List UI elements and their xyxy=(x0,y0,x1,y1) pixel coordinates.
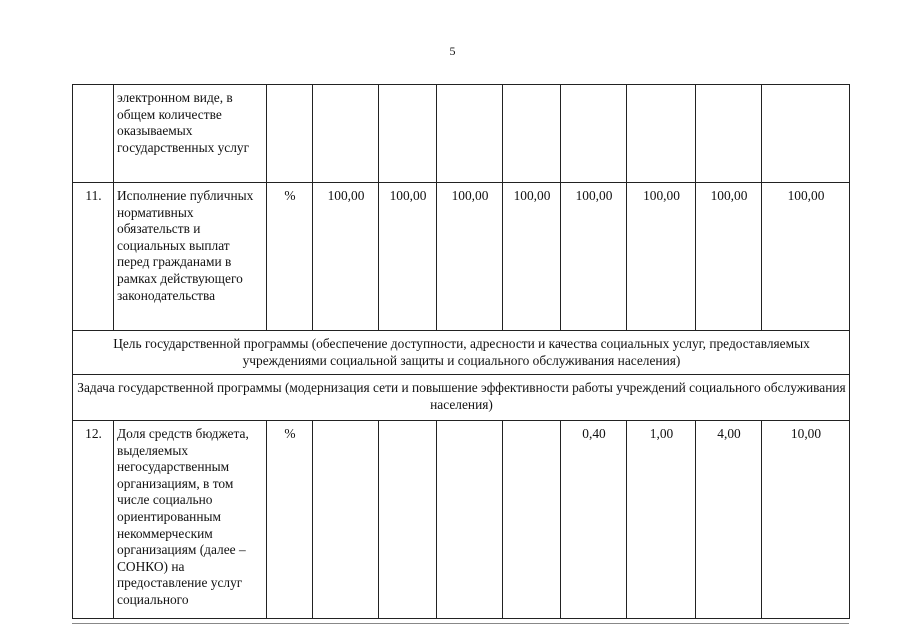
value-cell: 100,00 xyxy=(696,183,762,331)
section-row xyxy=(73,375,850,421)
table-row xyxy=(73,183,850,331)
indicator-name: электронном виде, в общем количестве оказываемых государственных услуг xyxy=(114,85,267,183)
row-number xyxy=(73,85,114,183)
table-row xyxy=(73,85,850,183)
page-bottom-edge xyxy=(72,623,849,624)
row-number: 12. xyxy=(73,421,114,619)
unit-cell xyxy=(267,85,313,183)
indicator-name: Исполнение публичных нормативных обязательств и социальных выплат перед гражданами в рамках действующего законодательства xyxy=(114,183,267,331)
row-number: 11. xyxy=(73,183,114,331)
indicator-name: Доля средств бюджета, выделяемых негосударственным организациям, в том числе социально ориентированным некоммерческим организациям (далее – СОНКО) на предоставление услуг социального xyxy=(114,421,267,619)
value-cell xyxy=(561,85,627,183)
value-cell xyxy=(313,85,379,183)
program-goal: Цель государственной программы (обеспечение доступности, адресности и качества социальных услуг, предоставляемых учреждениями социальной защиты и социального обслуживания населения) xyxy=(73,331,850,375)
value-cell: 100,00 xyxy=(379,183,437,331)
value-cell xyxy=(696,85,762,183)
page-number: 5 xyxy=(449,44,456,58)
value-cell xyxy=(503,85,561,183)
value-cell xyxy=(503,421,561,619)
value-cell: 100,00 xyxy=(561,183,627,331)
value-cell xyxy=(379,85,437,183)
value-cell xyxy=(762,85,850,183)
value-cell: 100,00 xyxy=(437,183,503,331)
unit-cell: % xyxy=(267,183,313,331)
value-cell xyxy=(437,85,503,183)
table-row xyxy=(73,421,850,619)
unit-cell: % xyxy=(267,421,313,619)
section-row xyxy=(73,331,850,375)
value-cell: 100,00 xyxy=(762,183,850,331)
value-cell: 0,40 xyxy=(561,421,627,619)
value-cell xyxy=(379,421,437,619)
value-cell xyxy=(627,85,696,183)
value-cell: 10,00 xyxy=(762,421,850,619)
value-cell xyxy=(437,421,503,619)
value-cell: 100,00 xyxy=(503,183,561,331)
value-cell: 1,00 xyxy=(627,421,696,619)
value-cell xyxy=(313,421,379,619)
program-task: Задача государственной программы (модернизация сети и повышение эффективности работы учреждений социального обслуживания населения) xyxy=(73,375,850,421)
value-cell: 100,00 xyxy=(313,183,379,331)
value-cell: 100,00 xyxy=(627,183,696,331)
value-cell: 4,00 xyxy=(696,421,762,619)
indicators-table xyxy=(72,84,850,619)
